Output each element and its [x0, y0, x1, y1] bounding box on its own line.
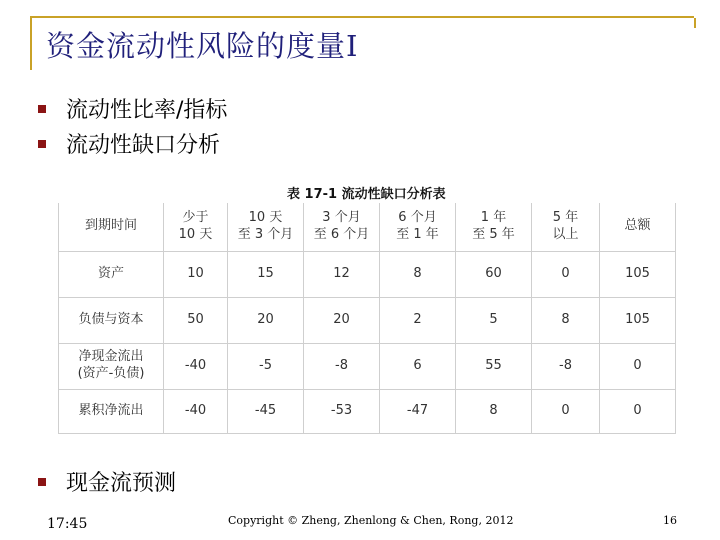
table-cell: 少于 10 天 [164, 203, 228, 251]
table-cell: 105 [600, 297, 676, 343]
row-label-cell: 净现金流出 (资产-负债) [59, 343, 164, 389]
bullet-square-icon [38, 478, 46, 486]
footer-page-number: 16 [663, 514, 677, 527]
table-caption: 表 17-1 流动性缺口分析表 [287, 187, 446, 202]
table-cell: -40 [164, 343, 228, 389]
table-cell: -53 [304, 389, 380, 433]
table-cell: 3 个月 至 6 个月 [304, 203, 380, 251]
bullet-item [38, 93, 227, 124]
table-cell: 20 [228, 297, 304, 343]
table-cell: 5 [456, 297, 532, 343]
table-cell: 6 [380, 343, 456, 389]
table-row [59, 389, 676, 433]
gap-analysis-table [58, 203, 676, 434]
table-cell: 1 年 至 5 年 [456, 203, 532, 251]
bullet-item [38, 128, 220, 159]
bullet-text: 流动性比率/指标 [66, 98, 228, 123]
table-cell: 2 [380, 297, 456, 343]
table-cell: -8 [532, 343, 600, 389]
table-cell: 0 [600, 389, 676, 433]
slide-title: 资金流动性风险的度量I [46, 29, 359, 63]
bullet-square-icon [38, 140, 46, 148]
bullet-text: 流动性缺口分析 [66, 133, 221, 158]
table-cell: 总额 [600, 203, 676, 251]
row-label-cell: 负债与资本 [59, 297, 164, 343]
table-cell: 10 [164, 251, 228, 297]
table-cell: 60 [456, 251, 532, 297]
table-cell: 12 [304, 251, 380, 297]
gap-analysis-table-container [58, 203, 675, 433]
row-label-cell: 累积净流出 [59, 389, 164, 433]
table-row [59, 297, 676, 343]
bullet-square-icon [38, 105, 46, 113]
table-cell: 0 [600, 343, 676, 389]
table-cell: -8 [304, 343, 380, 389]
bullet-item [38, 466, 176, 497]
table-cell: 6 个月 至 1 年 [380, 203, 456, 251]
table-cell: 5 年 以上 [532, 203, 600, 251]
table-cell: 8 [532, 297, 600, 343]
table-cell: 8 [456, 389, 532, 433]
footer-copyright: Copyright © Zheng, Zhenlong & Chen, Rong, 2012 [228, 514, 514, 527]
table-row [59, 343, 676, 389]
table-cell: -47 [380, 389, 456, 433]
table-cell: -5 [228, 343, 304, 389]
table-cell: 55 [456, 343, 532, 389]
table-header-row [59, 203, 676, 251]
table-cell: -45 [228, 389, 304, 433]
table-cell: 0 [532, 389, 600, 433]
table-row [59, 251, 676, 297]
table-cell: 8 [380, 251, 456, 297]
table-cell: -40 [164, 389, 228, 433]
row-label-cell: 到期时间 [59, 203, 164, 251]
table-cell: 0 [532, 251, 600, 297]
table-cell: 10 天 至 3 个月 [228, 203, 304, 251]
table-cell: 20 [304, 297, 380, 343]
bullet-text: 现金流预测 [66, 471, 177, 496]
table-cell: 50 [164, 297, 228, 343]
footer-time: 17:45 [47, 516, 88, 532]
table-cell: 15 [228, 251, 304, 297]
row-label-cell: 资产 [59, 251, 164, 297]
table-cell: 105 [600, 251, 676, 297]
